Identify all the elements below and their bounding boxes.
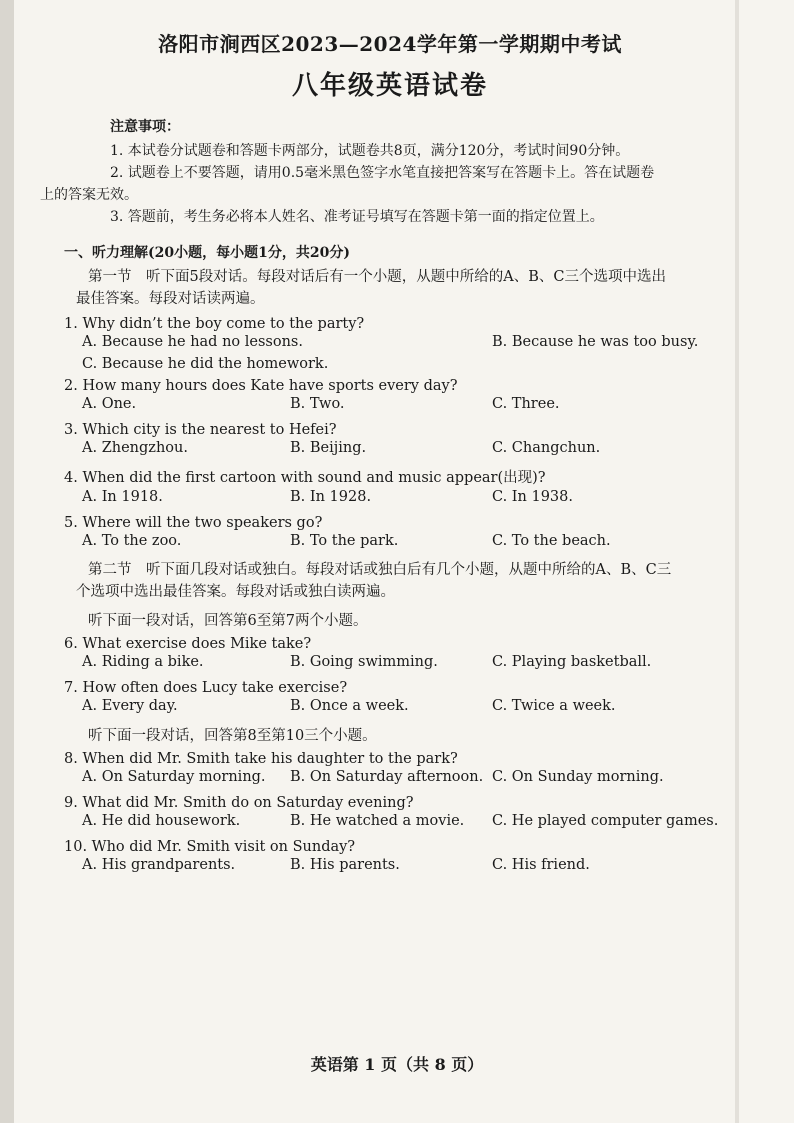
option-b: B. Two. [290,396,345,412]
notice-item: 3. 答题前，考生务必将本人姓名、准考证号填写在答题卡第一面的指定位置上。 [110,209,604,225]
option-c: C. Twice a week. [492,698,616,714]
option-c: C. In 1938. [492,489,573,505]
option-b: B. Once a week. [290,698,409,714]
option-a: A. In 1918. [82,489,163,505]
scan-edge [0,0,14,1123]
question-7: 7. How often does Lucy take exercise? [64,680,348,696]
option-b: B. Because he was too busy. [492,334,699,350]
notice-item: 2. 试题卷上不要答题，请用0.5毫米黑色签字水笔直接把答案写在答题卡上。答在试题卷 [110,165,655,181]
options-2 [40,394,740,416]
notice-item: 上的答案无效。 [40,187,138,203]
part1-line: 最佳答案。每段对话读两遍。 [76,291,265,307]
question-1: 1. Why didn’t the boy come to the party? [64,316,365,332]
question-6: 6. What exercise does Mike take? [64,636,312,652]
option-b: B. To the park. [290,533,399,549]
option-b: B. On Saturday afternoon. [290,769,484,785]
option-c: C. Because he did the homework. [82,356,329,372]
part2-line: 个选项中选出最佳答案。每段对话或独白读两遍。 [76,584,395,600]
options-9 [40,811,740,833]
exam-subtitle: 八年级英语试卷 [291,71,488,101]
part1-instructions [76,266,740,310]
option-a: A. To the zoo. [82,533,182,549]
notice-heading: 注意事项： [110,119,180,135]
option-a: A. Because he had no lessons. [82,334,303,350]
option-a: A. Riding a bike. [82,654,204,670]
option-a: A. His grandparents. [82,857,236,873]
option-a: A. On Saturday morning. [82,769,266,785]
exam-content [40,22,740,877]
option-c: C. Playing basketball. [492,654,652,670]
option-c: C. His friend. [492,857,590,873]
instruction-8-10: 听下面一段对话，回答第8至第10三个小题。 [88,728,377,744]
section-heading: 一、听力理解(20小题，每小题1分，共20分) [64,245,350,261]
option-b: B. He watched a movie. [290,813,465,829]
options-3 [40,438,740,460]
option-c: C. Changchun. [492,440,601,456]
part1-line: 第一节 听下面5段对话。每段对话后有一个小题，从题中所给的A、B、C三个选项中选出 [88,269,666,285]
page-footer: 英语第 1 页（共 8 页） [310,1055,484,1074]
notice-item: 1. 本试卷分试题卷和答题卡两部分，试题卷共8页，满分120分，考试时间90分钟。 [110,143,630,159]
option-a: A. He did housework. [82,813,241,829]
options-10 [40,855,740,877]
question-5: 5. Where will the two speakers go? [64,515,323,531]
option-a: A. One. [82,396,137,412]
notice-list [40,140,740,228]
question-8: 8. When did Mr. Smith take his daughter to the park? [64,751,458,767]
option-c: C. Three. [492,396,560,412]
question-3: 3. Which city is the nearest to Hefei? [64,422,337,438]
option-c: C. To the beach. [492,533,611,549]
question-9: 9. What did Mr. Smith do on Saturday evening? [64,795,414,811]
option-b: B. His parents. [290,857,400,873]
exam-title: 洛阳市涧西区2023—2024学年第一学期期中考试 [158,32,622,56]
question-4: 4. When did the first cartoon with sound and music appear(出现)? [64,470,546,486]
option-c: C. On Sunday morning. [492,769,664,785]
options-1 [40,332,740,354]
part2-line: 第二节 听下面几段对话或独白。每段对话或独白后有几个小题，从题中所给的A、B、C三 [88,562,672,578]
instruction-6-7: 听下面一段对话，回答第6至第7两个小题。 [88,613,368,629]
option-a: A. Zhengzhou. [82,440,188,456]
options-6 [40,652,740,674]
option-b: B. Beijing. [290,440,367,456]
question-10: 10. Who did Mr. Smith visit on Sunday? [64,839,356,855]
option-b: B. Going swimming. [290,654,438,670]
question-2: 2. How many hours does Kate have sports every day? [64,378,458,394]
options-8 [40,767,740,789]
option-a: A. Every day. [82,698,178,714]
options-5 [40,531,740,553]
options-7 [40,696,740,718]
part2-instructions [76,559,740,603]
options-4 [40,487,740,509]
option-b: B. In 1928. [290,489,372,505]
option-c: C. He played computer games. [492,813,719,829]
